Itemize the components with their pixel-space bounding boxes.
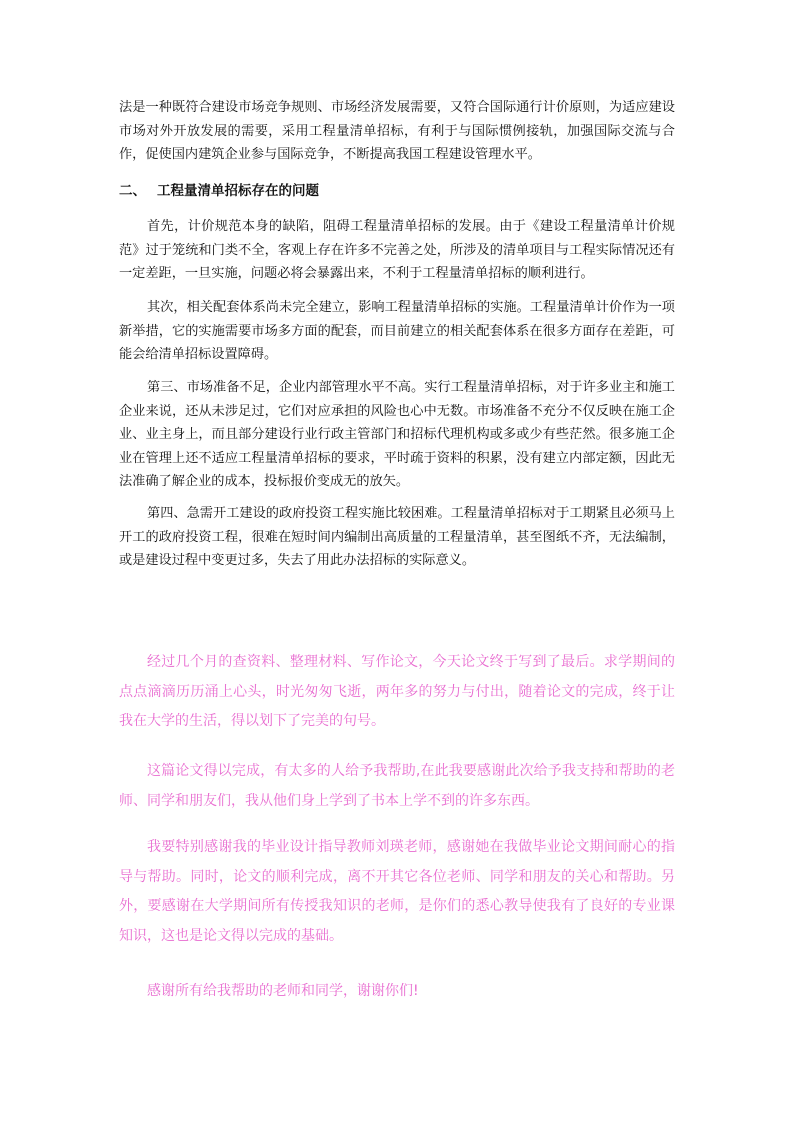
acknowledgement-paragraph-2: 这篇论文得以完成，有太多的人给予我帮助,在此我要感谢此次给予我支持和帮助的老师、同学和朋友们，我从他们身上学到了书本上学不到的许多东西。 bbox=[119, 763, 675, 809]
intro-paragraph: 法是一种既符合建设市场竞争规则、市场经济发展需要，又符合国际通行计价原则，为适应建设市场对外开放发展的需要，采用工程量清单招标，有利于与国际惯例接轨，加强国际交流与合作，促使国内建筑企业参与国际竞争，不断提高我国工程建设管理水平。 bbox=[119, 100, 675, 162]
section-heading bbox=[119, 180, 675, 202]
section-heading-title: 工程量清单招标存在的问题 bbox=[157, 183, 319, 199]
body-paragraph-4: 第四、急需开工建设的政府投资工程实施比较困难。工程量清单招标对于工期紧且必须马上开工的政府投资工程，很难在短时间内编制出高质量的工程量清单，甚至图纸不齐，无法编制，或是建设过程中变更过多，失去了用此办法招标的实际意义。 bbox=[119, 506, 675, 568]
section-heading-number: 二、 bbox=[119, 183, 146, 199]
acknowledgement-paragraph-1: 经过几个月的查资料、整理材料、写作论文，今天论文终于写到了最后。求学期间的点点滴滴历历涌上心头，时光匆匆飞逝，两年多的努力与付出，随着论文的完成，终于让我在大学的生活，得以划下了完美的句号。 bbox=[119, 654, 675, 729]
body-paragraph-1: 首先，计价规范本身的缺陷，阻碍工程量清单招标的发展。由于《建设工程量清单计价规范》过于笼统和门类不全，客观上存在许多不完善之处，所涉及的清单项目与工程实际情况还有一定差距，一旦实施，问题必将会暴露出来，不利于工程量清单招标的顺利进行。 bbox=[119, 219, 675, 281]
body-paragraph-2: 其次，相关配套体系尚未完全建立，影响工程量清单招标的实施。工程量清单计价作为一项新举措，它的实施需要市场多方面的配套，而目前建立的相关配套体系在很多方面存在差距，可能会给清单招标设置障碍。 bbox=[119, 300, 675, 362]
body-paragraph-3: 第三、市场准备不足，企业内部管理水平不高。实行工程量清单招标，对于许多业主和施工企业来说，还从未涉足过，它们对应承担的风险也心中无数。市场准备不充分不仅反映在施工企业、业主身上，而且部分建设行业行政主管部门和招标代理机构或多或少有些茫然。很多施工企业在管理上还不适应工程量清单招标的要求，平时疏于资料的积累，没有建立内部定额，因此无法准确了解企业的成本，投标报价变成无的放矢。 bbox=[119, 380, 675, 489]
acknowledgement-paragraph-3: 我要特别感谢我的毕业设计指导教师刘瑛老师，感谢她在我做毕业论文期间耐心的指导与帮助。同时，论文的顺利完成，离不开其它各位老师、同学和朋友的关心和帮助。另外，要感谢在大学期间所有传授我知识的老师，是你们的悉心教导使我有了良好的专业课知识，这也是论文得以完成的基础。 bbox=[119, 839, 675, 944]
acknowledgement-paragraph-4: 感谢所有给我帮助的老师和同学，谢谢你们! bbox=[147, 983, 419, 999]
